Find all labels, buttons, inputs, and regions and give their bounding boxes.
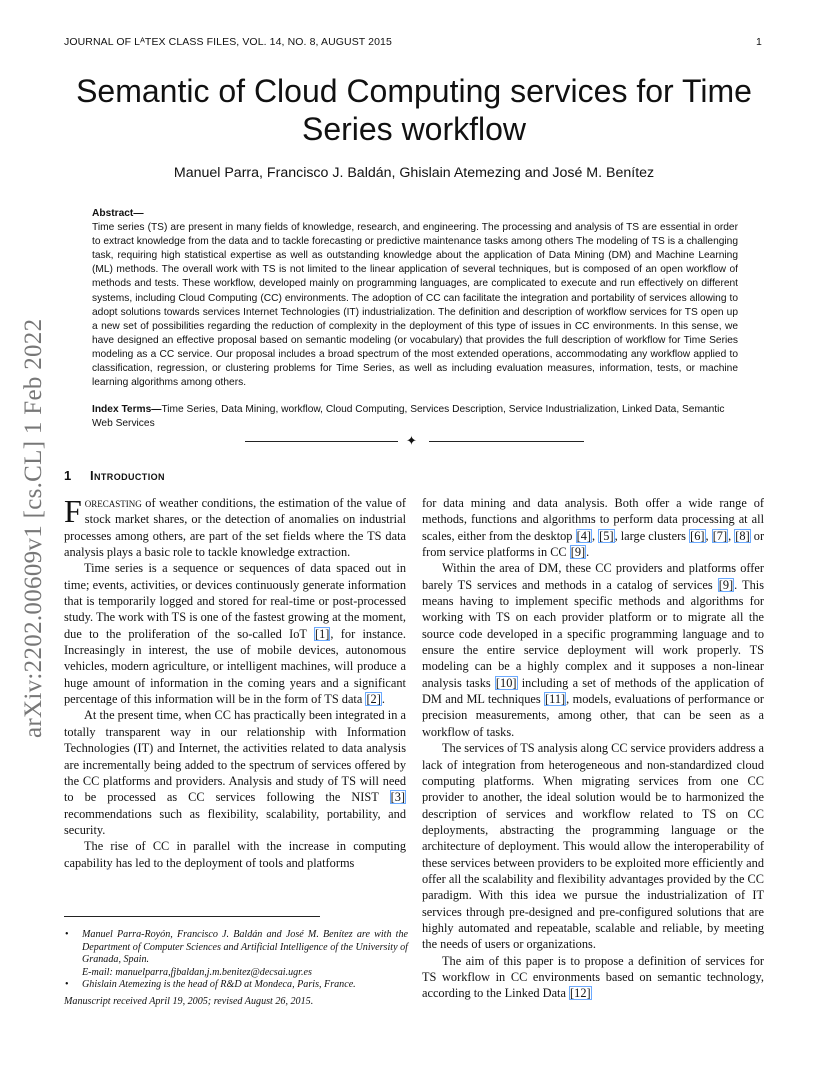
citation-link[interactable]: [10] [495, 675, 517, 690]
separator-diamond-icon: ✦ [406, 433, 417, 448]
citation-link[interactable]: [1] [315, 626, 330, 641]
paragraph-text: The aim of this paper is to propose a definition of services for TS workflow in CC environments based on semantic technology, according to the Linked Data [422, 953, 764, 1001]
index-terms-text: Time Series, Data Mining, workflow, Cloud Computing, Services Description, Service Industrialization, Linked Data, Semantic Web Services [92, 404, 725, 430]
citation-link[interactable]: [9] [718, 577, 734, 592]
footnote-text: Manuel Parra-Royón, Francisco J. Baldán and José M. Benítez are with the Department of Computer Sciences and Artificial Intelligence of the University of Granada, Spain. [82, 929, 408, 966]
citation-link[interactable]: [9] [570, 545, 586, 560]
left-column [64, 495, 406, 871]
paragraph-text: , [591, 528, 599, 543]
right-column [422, 495, 764, 1002]
running-head: JOURNAL OF LᴬTEX CLASS FILES, VOL. 14, NO. 8, AUGUST 2015 [64, 36, 392, 48]
paragraph-text: . This means having to implement specific methods and algorithms for working with TS on each provider platform or to migrate all the source code developed in a specific programming language and to ensure the entire service deployment will work properly. TS modeling can be a highly complex and it supposes a non-linear analysis tasks [422, 577, 765, 690]
paragraph-text: of weather conditions, the estimation of the value of stock market shares, or the detection of anomalies on industrial processes among others, are part of the set fields where the TS data analysis plays a basic role to tackle knowledge extraction. [64, 496, 406, 560]
paragraph-text: for data mining and data analysis. Both offer a wide range of methods, functions and algorithms to perform data processing at all scales, either from the desktop [422, 496, 764, 543]
arxiv-stamp: arXiv:2202.00609v1 [cs.CL] 1 Feb 2022 [20, 318, 47, 738]
citation-link[interactable]: [11] [545, 692, 566, 707]
paragraph-text: Within the area of DM, these CC providers and platforms offer barely TS services and methods in a catalog of services [422, 561, 764, 592]
author-list: Manuel Parra, Francisco J. Baldán, Ghislain Atemezing and José M. Benítez [173, 165, 655, 181]
paragraph-text: , large clusters [614, 528, 690, 543]
manuscript-note: Manuscript received April 19, 2005; revised August 26, 2015. [64, 996, 314, 1007]
section-number: 1 [64, 468, 72, 483]
citation-link[interactable]: [4] [576, 528, 591, 543]
footnote-affiliation [82, 929, 408, 979]
intro-paragraph-6 [422, 560, 764, 740]
paragraph-text: . [381, 692, 385, 707]
citation-link[interactable]: [12] [570, 986, 591, 1001]
drop-cap: F [64, 493, 82, 529]
intro-paragraph-5 [422, 495, 764, 560]
paper-title: Semantic of Cloud Computing services for Time Series workflow [76, 73, 752, 147]
citation-link[interactable]: [6] [690, 528, 705, 543]
citation-link[interactable]: [2] [366, 692, 381, 707]
abstract-label: Abstract [92, 208, 134, 219]
page-number: 1 [756, 36, 762, 48]
citation-link[interactable]: [5] [599, 528, 614, 543]
intro-paragraph-7: The services of TS analysis along CC service providers address a lack of integration from heterogeneous and non-standardized cloud computing platforms. When migrating services from one CC provider to another, the ideal solution would be to harmonized the description of services and workflow related to TS on CC deployments, abstracting the programming language or the architecture of deployment. This would allow the interoperability of these services between providers to be exploited more efficiently and offer all the scalability and flexibility advantages provided by the CC paradigm. With this idea we pursue the industrialization of IT services through pre-designed and pre-configured solutions that are highly automated and repeatable, scalable and reliable, by meeting the needs of users or organizations. [422, 741, 764, 952]
citation-link[interactable]: [3] [390, 790, 405, 805]
paragraph-text: recommendations such as flexibility, scalability, portability, and security. [64, 806, 406, 837]
paragraph-text: . [586, 545, 590, 560]
citation-link[interactable]: [7] [712, 528, 728, 543]
paragraph-text: At the present time, when CC has practically been integrated in a totally transparent way in our relationship with Information Technologies (IT) and Internet, the activities related to data analysis are incrementally being added to the spectrum of services offered by the CC platforms and providers. Analysis and study of TS will need to be processed as CC services following the NIST [64, 708, 406, 805]
abstract-text: Time series (TS) are present in many fields of knowledge, research, and engineering. The processing and analysis of TS are essential in order to extract knowledge from the data and to tackle forecasting or predictive maintenance tasks among others The modeling of TS is a challenging task, requiring high statistical expertise as well as outstanding knowledge about the application of Data Mining (DM) and Machine Learning (ML) methods. The overall work with TS is not limited to the linear application of several techniques, but is composed of an open workflow of methods and tests. These workflow, developed mainly on programming languages, are complicated to execute and run effectively on different systems, including Cloud Computing (CC) environments. The adoption of CC can facilitate the integration and portability of services allowing to adopt solutions towards services Internet Technologies (IT) industrialization. The definition and description of workflow services for TS open up a new set of possibilities regarding the reduction of complexity in the deployment of this type of issues in CC environments. In this sense, we have designed an effective proposal based on semantic modeling (or vocabulary) that provides the full description of workflow for Time Series modeling as a CC service. Our proposal includes a broad spectrum of the most extended operations, accommodating any workflow applied to classification, regression, or clustering problems for Time Series, as well as including evaluation measures, information, tests, or machine learning algorithms among others. [92, 222, 738, 389]
paragraph-text: , [705, 528, 712, 543]
paragraph-text: , [728, 528, 735, 543]
paragraph-text: , models, evaluations of performance or precision measurements, among other, that can be seen as a workflow of tasks. [422, 692, 764, 739]
paragraph-text: , for instance. Increasingly in interest, the use of mobile devices, autonomous vehicles, modern agriculture, or intelligent machines, will produce a huge amount of information in the coming years and a significant percentage of this information will be in the form of TS data [64, 626, 407, 707]
intro-paragraph-4: The rise of CC in parallel with the increase in computing capability has led to the deployment of tools and platforms [64, 839, 406, 870]
intro-paragraph-8 [422, 953, 764, 1002]
citation-link[interactable]: [8] [735, 528, 750, 543]
intro-paragraph-2 [64, 560, 406, 707]
index-terms-label: Index Terms [92, 404, 152, 415]
footnote-email: E-mail: manuelparra,fjbaldan,j.m.benitez@decsai.ugr.es [82, 966, 312, 978]
paragraph-text: or from service platforms in CC [422, 528, 765, 560]
section-title: Introduction [90, 468, 165, 483]
footnote-affiliation-2: • Ghislain Atemezing is the head of R&D at Mondeca, Paris, France. [82, 979, 408, 992]
paragraph-text: Time series is a sequence or sequences of data spaced out in time; events, activities, or devices continuously generate information that is temporarily logged and stored for real-time or post-processed study. The work with TS is one of the fastest growing at the moment, due to the proliferation of the so-called IoT [64, 561, 406, 641]
separator-rule-left [245, 441, 398, 442]
index-terms: Index Terms—Time Series, Data Mining, workflow, Cloud Computing, Services Description, Service Industrialization, Linked Data, Semantic Web Services [92, 404, 725, 430]
intro-paragraph-3 [64, 707, 406, 838]
abstract: Abstract— Time series (TS) are present in many fields of knowledge, research, and engineering. The processing and analysis of TS are essential in order to extract knowledge from the data and to tackle forecasting or predictive maintenance tasks among others The modeling of TS is a challenging task, requiring high statistical expertise as well as outstanding knowledge about the application of Data Mining (DM) and Machine Learning (ML) methods. The overall work with TS is not limited to the linear application of several techniques, but is composed of an open workflow of methods and tests. These workflow, developed mainly on programming languages, are complicated to execute and run effectively on different systems, including Cloud Computing (CC) environments. The adoption of CC can facilitate the integration and portability of services allowing to adopt solutions towards services Internet Technologies (IT) industrialization. The definition and description of workflow services for TS open up a new set of possibilities regarding the reduction of complexity in the deployment of this type of issues in CC environments. In this sense, we have designed an effective proposal based on semantic modeling (or vocabulary) that provides the full description of workflow for Time Series modeling as a CC service. Our proposal includes a broad spectrum of the most extended operations, accommodating any workflow applied to classification, regression, or clustering problems for Time Series, as well as including evaluation measures, information, tests, or machine learning algorithms among others. [92, 207, 738, 390]
paragraph-text: including a set of methods of the application of DM and ML techniques [422, 675, 764, 707]
footnote-rule [64, 916, 320, 917]
footnotes [64, 929, 408, 992]
separator-rule-right [429, 441, 584, 442]
small-caps-lead: orecasting [84, 496, 142, 510]
intro-paragraph-1 [64, 495, 406, 560]
